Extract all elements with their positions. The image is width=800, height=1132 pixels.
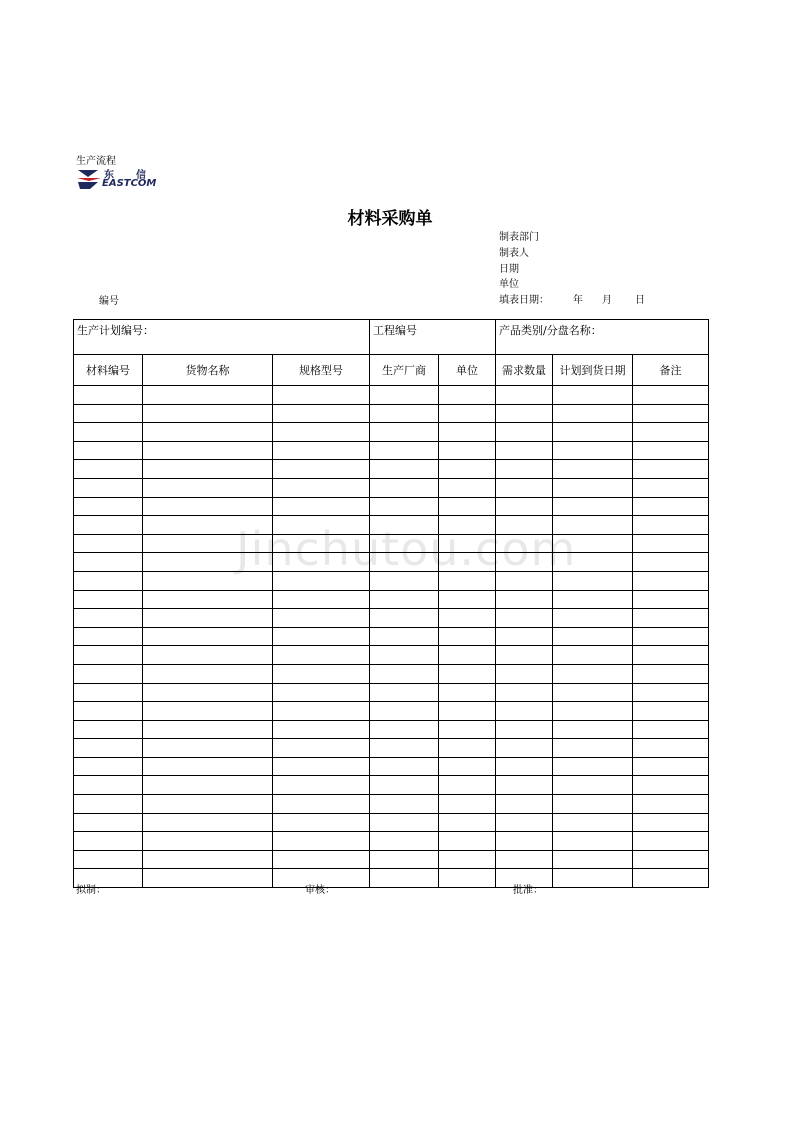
- table-cell[interactable]: [553, 609, 633, 628]
- table-cell[interactable]: [633, 609, 709, 628]
- table-cell[interactable]: [633, 832, 709, 851]
- table-cell[interactable]: [633, 553, 709, 572]
- date-label: 日期: [499, 264, 519, 275]
- table-cell[interactable]: [496, 832, 553, 851]
- table-cell[interactable]: [74, 627, 143, 646]
- table-cell[interactable]: [496, 757, 553, 776]
- table-cell[interactable]: [439, 460, 496, 479]
- table-cell[interactable]: [439, 739, 496, 758]
- table-row: [74, 646, 709, 665]
- table-cell[interactable]: [553, 832, 633, 851]
- col-header-quantity: 需求数量: [496, 355, 553, 386]
- table-row: [74, 590, 709, 609]
- table-cell[interactable]: [370, 739, 439, 758]
- table-cell[interactable]: [143, 739, 273, 758]
- plan-number-label: 生产计划编号：: [77, 324, 154, 337]
- logo-cn-text: 东信: [104, 170, 168, 181]
- product-category-cell[interactable]: [496, 320, 709, 355]
- table-cell[interactable]: [633, 478, 709, 497]
- product-category-label: 产品类别/分盘名称：: [499, 324, 602, 337]
- table-cell[interactable]: [553, 850, 633, 869]
- table-cell[interactable]: [633, 776, 709, 795]
- table-cell[interactable]: [496, 739, 553, 758]
- table-cell[interactable]: [370, 423, 439, 442]
- review-label: 审核：: [305, 885, 335, 896]
- table-cell[interactable]: [439, 832, 496, 851]
- table-cell[interactable]: [370, 646, 439, 665]
- table-cell[interactable]: [439, 590, 496, 609]
- table-cell[interactable]: [370, 720, 439, 739]
- table-cell[interactable]: [439, 757, 496, 776]
- table-body: [74, 386, 709, 888]
- table-cell[interactable]: [553, 386, 633, 405]
- column-header-row: [74, 355, 709, 386]
- table-cell[interactable]: [273, 813, 370, 832]
- table-cell[interactable]: [143, 497, 273, 516]
- table-row: [74, 683, 709, 702]
- table-cell[interactable]: [74, 813, 143, 832]
- table-cell[interactable]: [553, 795, 633, 814]
- table-row: [74, 869, 709, 888]
- table-cell[interactable]: [370, 776, 439, 795]
- table-cell[interactable]: [273, 739, 370, 758]
- table-cell[interactable]: [143, 869, 273, 888]
- table-cell[interactable]: [74, 571, 143, 590]
- table-cell[interactable]: [439, 850, 496, 869]
- table-cell[interactable]: [553, 497, 633, 516]
- day-label: 日: [635, 295, 645, 306]
- table-row: [74, 497, 709, 516]
- table-cell[interactable]: [439, 720, 496, 739]
- project-number-label: 工程编号: [373, 324, 417, 337]
- table-cell[interactable]: [74, 423, 143, 442]
- table-cell[interactable]: [633, 534, 709, 553]
- table-cell[interactable]: [553, 683, 633, 702]
- table-cell[interactable]: [553, 404, 633, 423]
- table-cell[interactable]: [370, 497, 439, 516]
- table-cell[interactable]: [439, 776, 496, 795]
- table-cell[interactable]: [74, 478, 143, 497]
- company-logo: [76, 166, 168, 192]
- col-header-remarks: 备注: [633, 355, 709, 386]
- table-cell[interactable]: [273, 386, 370, 405]
- table-cell[interactable]: [273, 702, 370, 721]
- table-cell[interactable]: [143, 404, 273, 423]
- table-cell[interactable]: [633, 571, 709, 590]
- table-row: [74, 460, 709, 479]
- table-cell[interactable]: [370, 627, 439, 646]
- table-cell[interactable]: [633, 739, 709, 758]
- table-cell[interactable]: [496, 813, 553, 832]
- maker-label: 制表人: [499, 248, 529, 259]
- logo-mark-icon: [76, 166, 102, 190]
- table-cell[interactable]: [633, 813, 709, 832]
- table-cell[interactable]: [496, 478, 553, 497]
- table-cell[interactable]: [273, 627, 370, 646]
- table-row: [74, 832, 709, 851]
- table-cell[interactable]: [370, 404, 439, 423]
- table-cell[interactable]: [496, 720, 553, 739]
- table-cell[interactable]: [74, 664, 143, 683]
- table-cell[interactable]: [143, 441, 273, 460]
- table-cell[interactable]: [370, 869, 439, 888]
- table-cell[interactable]: [143, 590, 273, 609]
- table-cell[interactable]: [496, 795, 553, 814]
- table-cell[interactable]: [633, 441, 709, 460]
- table-cell[interactable]: [496, 423, 553, 442]
- table-cell[interactable]: [370, 386, 439, 405]
- table-cell[interactable]: [553, 813, 633, 832]
- table-cell[interactable]: [439, 664, 496, 683]
- col-header-manufacturer: 生产厂商: [370, 355, 439, 386]
- table-cell[interactable]: [496, 776, 553, 795]
- table-cell[interactable]: [370, 664, 439, 683]
- table-cell[interactable]: [74, 386, 143, 405]
- table-cell[interactable]: [74, 776, 143, 795]
- table-cell[interactable]: [496, 441, 553, 460]
- table-cell[interactable]: [633, 404, 709, 423]
- table-cell[interactable]: [553, 664, 633, 683]
- table-cell[interactable]: [553, 646, 633, 665]
- table-cell[interactable]: [74, 702, 143, 721]
- table-cell[interactable]: [370, 832, 439, 851]
- table-cell[interactable]: [74, 460, 143, 479]
- table-cell[interactable]: [273, 590, 370, 609]
- table-cell[interactable]: [439, 813, 496, 832]
- table-cell[interactable]: [633, 757, 709, 776]
- table-cell[interactable]: [273, 646, 370, 665]
- table-cell[interactable]: [439, 423, 496, 442]
- table-cell[interactable]: [74, 590, 143, 609]
- table-cell[interactable]: [553, 627, 633, 646]
- table-cell[interactable]: [553, 720, 633, 739]
- table-cell[interactable]: [143, 664, 273, 683]
- department-label: 制表部门: [499, 232, 539, 243]
- table-cell[interactable]: [633, 627, 709, 646]
- table-cell[interactable]: [143, 702, 273, 721]
- table-cell[interactable]: [74, 739, 143, 758]
- table-cell[interactable]: [273, 441, 370, 460]
- col-header-unit: 单位: [439, 355, 496, 386]
- table-row: [74, 757, 709, 776]
- table-cell[interactable]: [553, 590, 633, 609]
- table-cell[interactable]: [273, 609, 370, 628]
- col-header-material-no: 材料编号: [74, 355, 143, 386]
- table-row: [74, 813, 709, 832]
- col-header-arrival-date: 计划到货日期: [553, 355, 633, 386]
- table-cell[interactable]: [370, 460, 439, 479]
- table-row: [74, 776, 709, 795]
- table-cell[interactable]: [439, 441, 496, 460]
- table-cell[interactable]: [633, 386, 709, 405]
- table-cell[interactable]: [370, 795, 439, 814]
- table-cell[interactable]: [370, 609, 439, 628]
- table-cell[interactable]: [74, 534, 143, 553]
- table-cell[interactable]: [496, 702, 553, 721]
- table-cell[interactable]: [553, 441, 633, 460]
- table-cell[interactable]: [439, 795, 496, 814]
- table-row: [74, 850, 709, 869]
- table-cell[interactable]: [633, 423, 709, 442]
- project-number-cell[interactable]: [370, 320, 496, 355]
- month-label: 月: [602, 295, 612, 306]
- table-cell[interactable]: [273, 478, 370, 497]
- table-cell[interactable]: [496, 664, 553, 683]
- table-cell[interactable]: [439, 702, 496, 721]
- table-cell[interactable]: [496, 404, 553, 423]
- table-cell[interactable]: [143, 386, 273, 405]
- table-cell[interactable]: [496, 646, 553, 665]
- unit-label: 单位: [499, 279, 519, 290]
- table-cell[interactable]: [143, 646, 273, 665]
- watermark-text: Jinchutou.com: [236, 522, 577, 576]
- table-cell[interactable]: [273, 497, 370, 516]
- table-cell[interactable]: [74, 497, 143, 516]
- table-cell[interactable]: [74, 850, 143, 869]
- table-cell[interactable]: [74, 646, 143, 665]
- table-cell[interactable]: [143, 813, 273, 832]
- table-row: [74, 720, 709, 739]
- table-cell[interactable]: [496, 386, 553, 405]
- table-cell[interactable]: [496, 683, 553, 702]
- table-cell[interactable]: [553, 702, 633, 721]
- table-cell[interactable]: [439, 646, 496, 665]
- table-cell[interactable]: [633, 646, 709, 665]
- table-cell[interactable]: [439, 609, 496, 628]
- table-cell[interactable]: [439, 627, 496, 646]
- fill-date-label: 填表日期：: [499, 295, 549, 306]
- page-title: 材料采购单: [347, 209, 433, 229]
- table-cell[interactable]: [553, 423, 633, 442]
- table-cell[interactable]: [74, 553, 143, 572]
- table-cell[interactable]: [496, 460, 553, 479]
- table-cell[interactable]: [74, 757, 143, 776]
- table-cell[interactable]: [496, 497, 553, 516]
- table-cell[interactable]: [439, 869, 496, 888]
- purchase-form-table: [73, 319, 709, 888]
- table-cell[interactable]: [273, 423, 370, 442]
- table-cell[interactable]: [496, 627, 553, 646]
- form-info-row: [74, 320, 709, 355]
- table-cell[interactable]: [143, 423, 273, 442]
- table-cell[interactable]: [633, 795, 709, 814]
- table-cell[interactable]: [370, 590, 439, 609]
- table-cell[interactable]: [143, 757, 273, 776]
- table-cell[interactable]: [273, 664, 370, 683]
- table-cell[interactable]: [143, 683, 273, 702]
- approve-label: 批准：: [513, 885, 543, 896]
- table-row: [74, 702, 709, 721]
- table-cell[interactable]: [553, 757, 633, 776]
- table-cell[interactable]: [553, 460, 633, 479]
- table-row: [74, 441, 709, 460]
- table-cell[interactable]: [74, 441, 143, 460]
- table-row: [74, 478, 709, 497]
- table-cell[interactable]: [273, 850, 370, 869]
- table-cell[interactable]: [143, 627, 273, 646]
- table-cell[interactable]: [273, 683, 370, 702]
- table-cell[interactable]: [633, 702, 709, 721]
- table-cell[interactable]: [439, 683, 496, 702]
- table-cell[interactable]: [633, 497, 709, 516]
- table-cell[interactable]: [439, 386, 496, 405]
- table-cell[interactable]: [273, 460, 370, 479]
- table-cell[interactable]: [496, 850, 553, 869]
- number-label: 编号: [99, 296, 119, 307]
- table-cell[interactable]: [370, 813, 439, 832]
- table-cell[interactable]: [370, 702, 439, 721]
- table-cell[interactable]: [553, 776, 633, 795]
- table-row: [74, 423, 709, 442]
- table-cell[interactable]: [74, 795, 143, 814]
- table-cell[interactable]: [74, 404, 143, 423]
- table-cell[interactable]: [633, 683, 709, 702]
- table-cell[interactable]: [143, 720, 273, 739]
- table-cell[interactable]: [633, 516, 709, 535]
- table-cell[interactable]: [74, 609, 143, 628]
- table-cell[interactable]: [439, 478, 496, 497]
- table-cell[interactable]: [74, 516, 143, 535]
- logo-en-text: EASTCOM: [102, 178, 157, 189]
- table-cell[interactable]: [143, 478, 273, 497]
- table-cell[interactable]: [496, 609, 553, 628]
- table-cell[interactable]: [143, 850, 273, 869]
- table-cell[interactable]: [633, 720, 709, 739]
- table-cell[interactable]: [370, 478, 439, 497]
- table-cell[interactable]: [633, 869, 709, 888]
- table-cell[interactable]: [143, 795, 273, 814]
- table-cell[interactable]: [74, 683, 143, 702]
- table-cell[interactable]: [370, 441, 439, 460]
- table-cell[interactable]: [496, 590, 553, 609]
- table-row: [74, 404, 709, 423]
- table-cell[interactable]: [370, 757, 439, 776]
- table-cell[interactable]: [273, 720, 370, 739]
- table-row: [74, 739, 709, 758]
- draft-label: 拟制：: [76, 885, 106, 896]
- table-cell[interactable]: [74, 832, 143, 851]
- table-cell[interactable]: [143, 460, 273, 479]
- table-cell[interactable]: [370, 683, 439, 702]
- process-label: 生产流程: [76, 156, 116, 167]
- year-label: 年: [573, 295, 583, 306]
- table-cell[interactable]: [553, 478, 633, 497]
- table-cell[interactable]: [370, 850, 439, 869]
- table-cell[interactable]: [633, 460, 709, 479]
- col-header-goods-name: 货物名称: [143, 355, 273, 386]
- table-row: [74, 386, 709, 405]
- table-cell[interactable]: [143, 776, 273, 795]
- table-cell[interactable]: [143, 832, 273, 851]
- table-cell[interactable]: [273, 404, 370, 423]
- table-cell[interactable]: [273, 757, 370, 776]
- table-cell[interactable]: [553, 869, 633, 888]
- table-cell[interactable]: [633, 590, 709, 609]
- table-cell[interactable]: [633, 850, 709, 869]
- table-cell[interactable]: [553, 739, 633, 758]
- table-row: [74, 609, 709, 628]
- table-row: [74, 664, 709, 683]
- table-cell[interactable]: [273, 795, 370, 814]
- plan-number-cell[interactable]: [74, 320, 370, 355]
- table-cell[interactable]: [273, 832, 370, 851]
- table-cell[interactable]: [74, 720, 143, 739]
- table-row: [74, 795, 709, 814]
- col-header-spec: 规格型号: [273, 355, 370, 386]
- table-cell[interactable]: [633, 664, 709, 683]
- table-cell[interactable]: [439, 497, 496, 516]
- table-cell[interactable]: [439, 404, 496, 423]
- table-cell[interactable]: [143, 609, 273, 628]
- table-cell[interactable]: [273, 776, 370, 795]
- table-row: [74, 627, 709, 646]
